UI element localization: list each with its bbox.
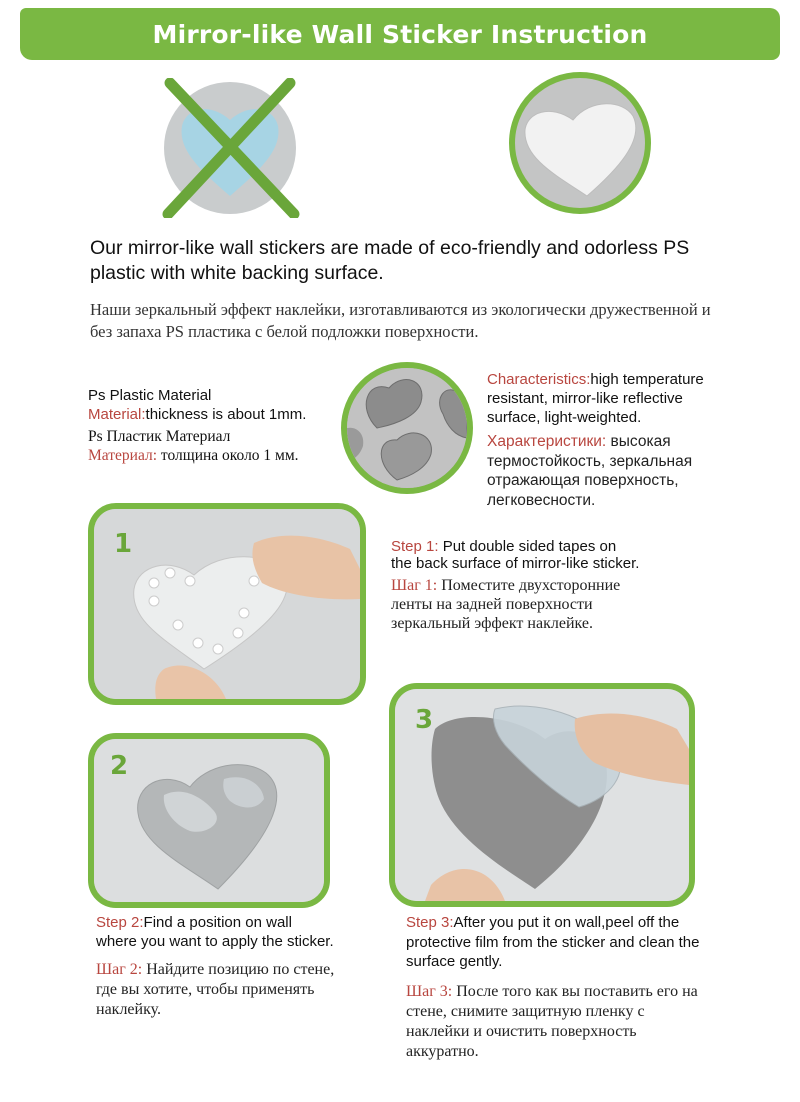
step-2-text-ru: Найдите позицию по стене, где вы хотите, чтобы применять наклейку. [96, 961, 335, 1018]
step-2-en [96, 913, 336, 951]
wrong-example-image [160, 78, 300, 218]
step-1-text-en: Put double sided tapes on the back surface of mirror-like sticker. [391, 538, 640, 572]
step-1-text-ru: Поместите двухсторонние ленты на задней поверхности зеркальный эффект наклейке. [391, 577, 621, 632]
characteristics-en [487, 370, 737, 427]
step-1-ru [391, 576, 641, 633]
characteristics-block [487, 370, 737, 510]
step-3-text [406, 913, 706, 1062]
peel-heart-icon [395, 689, 689, 901]
step-3-text-ru: После того как вы поставить его на стене, снимите защитную пленку с наклейки и очистить поверхность аккуратно. [406, 982, 698, 1060]
step-3-label-en: Step 3: [406, 914, 454, 931]
step-1-label-ru: Шаг 1: [391, 577, 438, 594]
material-line-en [88, 405, 358, 424]
page-title: Mirror-like Wall Sticker Instruction [152, 19, 648, 49]
step-2-photo [88, 733, 330, 908]
step-2-text [96, 913, 336, 1020]
material-line-ru [88, 446, 358, 465]
material-block [88, 386, 358, 465]
characteristics-text-en: high temperature resistant, mirror-like reflective surface, light-weighted. [487, 371, 704, 426]
white-backing-image [509, 72, 651, 214]
step-3-en [406, 913, 706, 972]
mirror-sample-image [341, 362, 473, 494]
material-text-ru: толщина около 1 мм. [157, 447, 299, 464]
step-2-label-en: Step 2: [96, 914, 144, 931]
characteristics-label-en: Characteristics: [487, 371, 591, 388]
title-banner [20, 8, 780, 60]
step-1-photo [88, 503, 366, 705]
step-2-ru [96, 960, 336, 1020]
cross-icon [160, 78, 300, 218]
step-3-number: 3 [415, 705, 434, 735]
heart-icon [515, 78, 645, 208]
tape-heart-icon [94, 509, 360, 699]
material-label-ru: Материал: [88, 447, 158, 464]
mirror-heart-icon [94, 739, 324, 902]
characteristics-text-ru: высокая термостойкость, зеркальная отражающая поверхность, легковесности. [487, 433, 693, 509]
step-2-number: 2 [110, 751, 129, 781]
step-1-en [391, 538, 641, 572]
characteristics-label-ru: Характеристики: [487, 433, 607, 450]
material-label-en: Material: [88, 406, 146, 423]
step-3-label-ru: Шаг 3: [406, 982, 453, 1000]
step-3-photo [389, 683, 695, 907]
step-3-ru [406, 982, 706, 1062]
intro-english: Our mirror-like wall stickers are made of eco-friendly and odorless PS plastic with white backing surface. [90, 237, 690, 284]
intro-russian: Наши зеркальный эффект наклейки, изготавливаются из экологически дружественной и без запаха PS пластика с белой подложки поверхности. [90, 300, 711, 341]
step-2-label-ru: Шаг 2: [96, 961, 143, 978]
material-title-en: Ps Plastic Material [88, 387, 212, 404]
material-text-en: thickness is about 1mm. [145, 406, 307, 423]
step-2-text-en: Find a position on wall where you want to apply the sticker. [96, 914, 334, 950]
step-1-label-en: Step 1: [391, 538, 439, 555]
step-3-text-en: After you put it on wall,peel off the protective film from the sticker and clean the surface gently. [406, 914, 700, 970]
mirror-heart-icon [347, 368, 467, 488]
characteristics-ru [487, 432, 737, 510]
step-1-text [391, 538, 641, 633]
material-title-ru: Ps Пластик Материал [88, 428, 231, 445]
step-1-number: 1 [114, 529, 133, 559]
